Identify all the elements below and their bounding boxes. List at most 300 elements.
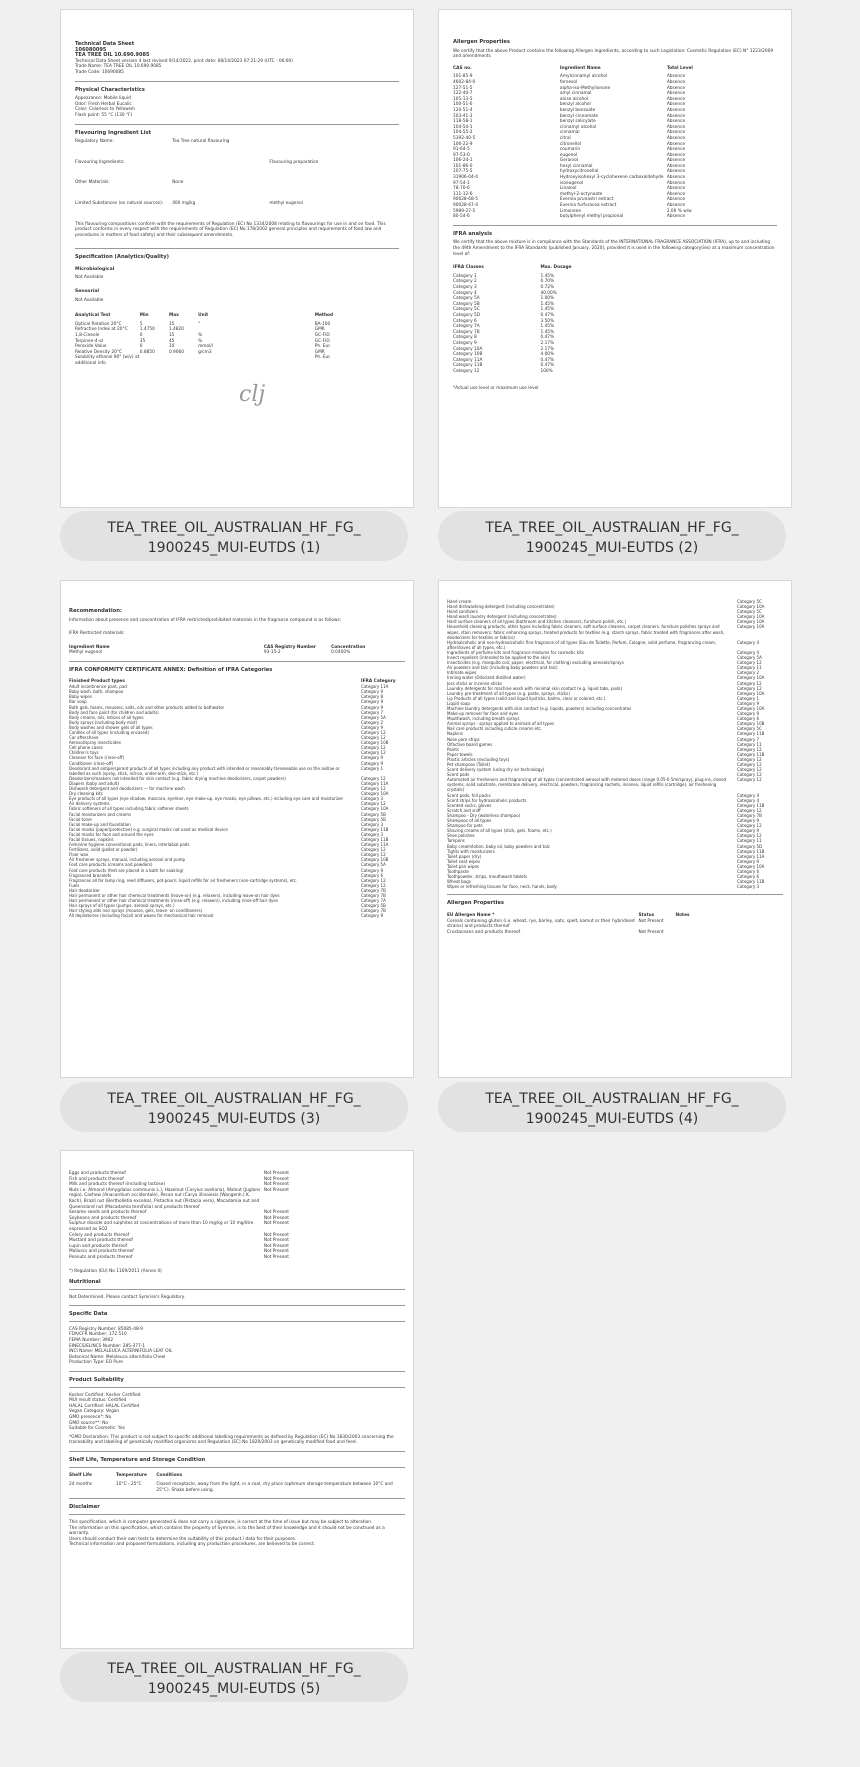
p1-phys-list: [75, 96, 399, 118]
col-product: Finished Product types: [69, 678, 125, 684]
table-cell: Unit: [198, 313, 209, 319]
table-cell: Category 10A: [453, 346, 483, 352]
table-cell: Category 12: [453, 368, 480, 374]
table-cell: Scented socks, gloves: [447, 802, 492, 808]
category-row: [69, 913, 405, 918]
table-cell: 107-75-5: [453, 169, 473, 175]
table-cell: 1.4820: [168, 327, 184, 333]
analytical-row: [75, 355, 399, 366]
table-cell: Absence: [666, 186, 686, 192]
table-cell: Joss sticks or incense sticks: [447, 680, 503, 686]
table-cell: 0.0400%: [331, 650, 351, 656]
table-cell: Hand dishwashing detergent (including concentrates): [447, 604, 555, 610]
table-cell: Insect repellent (intended to be applied to the skin): [447, 655, 551, 661]
table-cell: [198, 355, 315, 366]
table-cell: Category 7B: [361, 887, 386, 893]
table-cell: Category 10B: [361, 740, 389, 746]
table-cell: 122-40-7: [453, 91, 473, 97]
table-cell: Fragrances all for lamp ring, reed diffusers, pot-pourri, liquid refills for air fresheners (non-cartridge systems), etc.: [69, 877, 298, 883]
table-cell: Not Present: [263, 1254, 289, 1260]
table-cell: Category 2: [453, 279, 477, 285]
table-cell: 5989-27-5: [453, 208, 476, 214]
p2-footnote: *Actual use level or maximum use level: [453, 386, 539, 392]
document-page-4[interactable]: [438, 580, 792, 1078]
table-cell: Category 1: [361, 765, 384, 771]
table-cell: Fuels: [69, 882, 80, 888]
table-cell: 1.45%: [540, 324, 555, 330]
table-cell: 0.47%: [540, 357, 555, 363]
p2-head: Allergen Properties: [453, 39, 510, 45]
table-cell: Category 9: [361, 724, 384, 730]
table-cell: Shoe polishes: [447, 833, 475, 839]
table-cell: benzyl alcohol: [559, 102, 591, 108]
table-cell: Absence: [666, 203, 686, 209]
category-row: [69, 766, 405, 776]
table-cell: Animal sprays - sprays applied to animals of all types: [447, 721, 555, 727]
p1-flav-head: Flavouring Ingredient List: [75, 129, 152, 136]
table-cell: Absence: [666, 102, 686, 108]
p5-gmo-note: *GMO Declaration: This product is not subject to specific additional labelling requirements as defined by Regulation (EC) No 1830/2003 concerning the traceability and labelling of genetically modified organisms and Regulation (EC) No 1829/2003 on genetically modified food and feed.: [69, 1434, 394, 1446]
table-cell: citronellol: [559, 141, 582, 147]
p2-table-header: [453, 66, 777, 72]
flav-row: [75, 180, 399, 186]
table-cell: Not Present: [263, 1182, 289, 1188]
table-cell: Bath gels, foams, mousses, salts, oils and other products added to bathwater: [69, 704, 225, 710]
spec-line: INCI Name: MELALEUCA ALTERNIFOLIA LEAF OIL: [69, 1349, 173, 1355]
table-cell: Category 10A: [737, 619, 765, 625]
table-cell: Category 3: [361, 821, 384, 827]
table-cell: Hair sprays of all types (pumps, aerosol sprays, etc.): [69, 903, 175, 909]
table-cell: Category 12: [737, 777, 762, 783]
table-cell: Limonene: [559, 208, 582, 214]
table-cell: Fragranced bracelets: [69, 872, 112, 878]
table-cell: Category 11B: [737, 731, 765, 737]
table-cell: Toilet pan wipes: [447, 863, 479, 869]
table-cell: Category 12: [737, 756, 762, 762]
table-cell: 104-55-2: [453, 130, 473, 136]
disclaimer-line: This specification, which is computer generated & does not carry a signature, is correct at the time of issue but may be subject to alteration.: [69, 1519, 373, 1525]
table-cell: Evernia furfuracea extract: [559, 203, 617, 209]
table-cell: Machine laundry detergents with skin contact (e.g. liquids, powders) including concentrates: [447, 705, 632, 711]
table-cell: Absence: [666, 152, 686, 158]
table-cell: Bar soap: [69, 699, 87, 705]
document-page-5[interactable]: [60, 1150, 414, 1649]
table-cell: Absence: [666, 147, 686, 153]
table-cell: Category 10A: [361, 791, 389, 797]
table-cell: 15: [168, 333, 175, 339]
table-cell: Category 10B: [737, 721, 765, 727]
table-cell: Not Present: [263, 1187, 289, 1193]
table-cell: Hand cream: [447, 599, 472, 604]
table-cell: Category 7B: [361, 893, 386, 898]
table-cell: GC-FID: [314, 338, 330, 344]
p1-flav-list: [75, 139, 399, 206]
table-cell: Category 9: [361, 704, 384, 710]
table-cell: Absence: [666, 113, 686, 119]
table-cell: Category 4: [737, 797, 760, 803]
p3-ing-table: [69, 650, 405, 656]
p1-info: [75, 59, 399, 76]
table-cell: Scent delivery system (using dry air technology): [447, 767, 545, 773]
table-cell: Category 9: [737, 828, 760, 834]
table-cell: Absence: [666, 197, 686, 203]
table-cell: Category 5A: [453, 296, 480, 302]
table-cell: Category 4: [453, 290, 477, 296]
table-cell: Category 11A: [361, 780, 389, 786]
table-cell: Foot care products (feet are placed in a bath for soaking): [69, 867, 184, 873]
table-cell: Category 12: [737, 685, 762, 691]
table-cell: Category 11A: [361, 684, 389, 690]
table-cell: Shampoo - Dry (waterless shampoo): [447, 812, 521, 818]
table-cell: Toilet seat wipes: [447, 858, 481, 864]
p2-ifra-intro: We certify that the above mixture is in compliance with the Standards of the INTERNATIONAL FRAGRANCE ASSOCIATION (IFRA), up to and including the 49th Amendment to the IFRA Standards (published January, 2020), provided it is used in the following category(ies) at a maximum concentration level of:: [453, 240, 775, 257]
table-cell: Optical Rotation 20°C: [75, 321, 122, 327]
table-cell: Category 11A: [737, 853, 765, 859]
table-cell: Category 10A: [361, 806, 389, 812]
table-cell: Category 11B: [453, 363, 483, 369]
table-cell: Regulatory Name:: [75, 139, 114, 145]
table-cell: eugenol: [559, 152, 578, 158]
table-cell: Facial masks for face and around the eyes: [69, 831, 154, 837]
table-cell: Soybeans and products thereof: [69, 1215, 137, 1221]
table-cell: 0.47%: [540, 363, 555, 369]
table-cell: Eye products of all types (eye shadow, mascara, eyeliner, eye make-up, eye masks, eye pillows, etc.) including eye care and moisturizer: [69, 796, 344, 802]
table-cell: Analytical Test: [75, 313, 111, 319]
divider: [69, 1451, 405, 1452]
table-cell: Absence: [666, 191, 686, 197]
table-cell: Category 9: [361, 755, 384, 761]
table-cell: Hair permanent or other hair chemical treatments (leave-on) (e.g. relaxers), including leave-on hair dyes: [69, 893, 280, 898]
table-cell: [140, 355, 169, 366]
table-cell: Hard surface cleaners of all types (bathroom and kitchen cleansers, furniture polish, etc.): [447, 619, 627, 625]
col-ingredient: Ingredient Name: [559, 65, 601, 71]
table-cell: Fish and products thereof: [69, 1176, 124, 1182]
table-cell: Mustard and products thereof: [69, 1238, 133, 1244]
table-cell: Category 12: [361, 852, 386, 858]
table-cell: Relative Density 20°C: [75, 349, 123, 355]
table-cell: Floor wax: [69, 852, 89, 858]
table-cell: Category 5D: [453, 312, 481, 318]
table-cell: Category 5C: [453, 307, 480, 313]
col-cas: CAS Registry Number: [263, 644, 316, 650]
table-cell: Category 4: [737, 792, 760, 798]
table-cell: Body and face paint (for children and adults): [69, 709, 159, 715]
table-cell: Nuts i.e. Almond (Amygdalus communis L.), Hazelnut (Corylus avellana), Walnut (Juglans regia), Cashew (Anacardium occidentale), Pecan nut (Carya illinoiesis (Wangenh.) K. Koch), Brazil nut (Bertholletia excelsa), Pistachio nut (Pistacia vera), Macadamia nut and Queensland nut (Macadamia ternifolia) and products thereof: [69, 1187, 261, 1210]
table-cell: Not Present: [263, 1232, 289, 1238]
table-cell: Hair permanent or other hair chemical treatments (rinse-off) (e.g. relaxers), including rinse-off hair dyes: [69, 898, 278, 904]
table-cell: benzyl salicylate: [559, 119, 596, 125]
p5-shelf-head: Shelf Life, Temperature and Storage Condition: [69, 1456, 206, 1463]
p1-analytical-table: [75, 313, 399, 366]
p5-suit-list: [69, 1393, 405, 1432]
table-cell: Category 11B: [737, 802, 765, 808]
p1-phys-head: Physical Characteristics: [75, 86, 145, 93]
table-cell: Not Present: [263, 1249, 289, 1255]
table-cell: Category 12: [361, 786, 386, 792]
table-cell: Body creams, oils, lotions of all types: [69, 714, 144, 720]
table-cell: Absence: [666, 79, 686, 85]
p4-category-table: [447, 599, 783, 889]
table-cell: 4.00%: [540, 352, 555, 358]
p5-nutr-text: Not Determined. Please contact Symrise's Regulatory.: [69, 1294, 186, 1300]
table-cell: Category 4: [737, 639, 760, 645]
table-cell: Not Present: [263, 1243, 289, 1249]
table-cell: Scent pods, foil packs: [447, 792, 491, 798]
table-cell: Evernia prunastri extract: [559, 197, 614, 203]
card-1-caption[interactable]: TEA_TREE_OIL_AUSTRALIAN_HF_FG_ 1900245_MUI-EUTDS (1): [60, 511, 408, 561]
table-cell: Hair deodorizer: [69, 887, 100, 893]
disclaimer-line: Technical information and proposed formulations, including any production procedures, are believed to be correct.: [69, 1542, 316, 1548]
table-cell: Category 1: [453, 273, 477, 279]
table-cell: Category 11A: [453, 357, 483, 363]
table-cell: Ph. Eur.: [314, 355, 331, 361]
suit-line: MUI result status: Certified: [69, 1398, 127, 1404]
table-cell: Absence: [666, 85, 686, 91]
card-2-caption[interactable]: TEA_TREE_OIL_AUSTRALIAN_HF_FG_ 1900245_MUI-EUTDS (2): [438, 511, 786, 561]
table-cell: Not Present: [263, 1176, 289, 1182]
divider: [75, 124, 399, 125]
divider: [69, 661, 405, 662]
table-cell: [675, 930, 783, 936]
spec-line: FEMA Number: 3902: [69, 1338, 114, 1344]
table-cell: Category 12: [737, 823, 762, 829]
table-cell: Category 6: [361, 872, 384, 878]
table-cell: Category 9: [361, 689, 384, 695]
table-cell: Tea Tree natural flavouring: [172, 139, 230, 145]
col-level: Total Level: [666, 65, 693, 71]
info-line: Trade Name: TEA TREE OIL 10.690.9085: [75, 64, 162, 70]
table-cell: Dishwash detergent and deodorizers — for machine wash: [69, 786, 185, 792]
table-cell: Category 7: [737, 736, 760, 742]
table-cell: 1.4750: [139, 327, 155, 333]
table-cell: Not Present: [638, 929, 664, 935]
table-cell: Toilet paper (dry): [447, 853, 482, 859]
flav-row: [75, 160, 399, 166]
table-cell: Category 12: [737, 807, 762, 813]
table-cell: Facial tissues, napkins: [69, 836, 114, 842]
table-cell: Absence: [666, 141, 686, 147]
table-cell: GC-FID: [314, 333, 330, 339]
table-cell: Category 11B: [361, 836, 389, 842]
p4-allergen-head: Allergen Properties: [447, 900, 504, 907]
table-cell: Category 12: [361, 877, 386, 883]
table-cell: Max: [168, 313, 179, 319]
table-cell: Category 5C: [737, 599, 762, 604]
table-cell: 2.00 % w/w: [666, 208, 692, 214]
allergen-row: [69, 1188, 405, 1210]
table-cell: Toothpowder, strips, mouthwash tablets: [447, 874, 528, 880]
table-cell: Foot care products (creams and powders): [69, 862, 153, 868]
table-cell: Category 12: [737, 680, 762, 686]
table-cell: Liquid soap: [447, 700, 470, 706]
table-cell: Category 5C: [737, 609, 762, 615]
table-cell: Sulphur dioxide and sulphites at concentrations of more than 10 mg/kg or 10 mg/litre expressed as SO2: [69, 1221, 254, 1232]
divider: [69, 1514, 405, 1515]
table-cell: Category 11B: [737, 848, 765, 854]
table-cell: Fabric softeners of all types including fabric softener sheets: [69, 806, 189, 812]
table-cell: Category 2: [737, 670, 760, 676]
table-cell: Napkins: [447, 731, 464, 737]
table-cell: butylphenyl methyl propional: [559, 214, 624, 220]
table-cell: Category 3: [453, 284, 477, 290]
table-cell: Insecticides (e.g. mosquito coil, paper, electrical, for clothing) excluding aerosols/sprays: [447, 660, 624, 666]
table-cell: benzyl benzoate: [559, 107, 596, 113]
table-cell: Category 7B: [361, 908, 386, 914]
p3-restricted: IFRA Restricted materials:: [69, 631, 125, 637]
table-cell: Feminine hygiene conventional pads, liners, interlabial pads: [69, 842, 190, 848]
table-cell: 2.17%: [540, 340, 555, 346]
table-cell: Category 5B: [361, 811, 386, 817]
flav-row: [75, 139, 399, 145]
category-row: [447, 624, 783, 639]
table-cell: Category 8: [453, 335, 477, 341]
col-cas: CAS no.: [453, 65, 472, 71]
table-cell: Tampons: [447, 838, 465, 844]
table-cell: Category 12: [737, 762, 762, 767]
table-cell: Ph. Eur.: [314, 344, 331, 350]
table-cell: 45: [168, 338, 175, 344]
p1-sens-head: Sensorial: [75, 289, 100, 295]
table-cell: Scratch and sniff: [447, 807, 481, 813]
table-cell: Category 12: [361, 882, 386, 888]
col-notes: Notes: [675, 912, 690, 918]
table-cell: Flavouring Ingredients:: [75, 159, 125, 165]
table-cell: Category 5B: [453, 301, 480, 307]
category-row: [447, 777, 783, 792]
table-cell: Automated air fresheners and fragrancing of all types (concentrated aerosol with metered doses (range 0.05-0.5ml/spray), plug-ins, closed systems, solid substrate, membrane delivery, electrical, powders, fragrancing sachets, incense, liquid refills (cartridge), air freshening crystals): [447, 777, 727, 793]
table-cell: 101-85-9: [453, 74, 473, 80]
table-cell: Category 10B: [453, 352, 483, 358]
table-cell: Category 11: [737, 665, 762, 671]
divider: [75, 81, 399, 82]
table-cell: Absence: [666, 96, 686, 102]
table-cell: Category 11B: [737, 751, 765, 757]
p1-spec-head: Specification (Analytics/Quality): [75, 254, 170, 261]
disclaimer-line: The information on this specification, which contains the property of Symrise, is to the best of their knowledge and it should not be construed as a warranty.: [69, 1525, 385, 1537]
divider: [75, 248, 399, 249]
table-cell: Not Present: [263, 1210, 289, 1216]
p2-ifra-head: IFRA analysis: [453, 230, 493, 237]
table-cell: 78-70-6: [453, 186, 470, 192]
table-cell: Aerosol/spray insecticides: [69, 740, 121, 746]
table-cell: Category 6: [737, 868, 760, 874]
table-cell: Category 5A: [737, 655, 762, 661]
table-cell: Diapers (baby and adult): [69, 780, 119, 786]
shelf-life-value: 24 months: [69, 1482, 93, 1488]
p3-category-table: [69, 684, 405, 918]
table-cell: methyl-2-octynoate: [559, 191, 603, 197]
phys-line: Color: Colorless to Yellowish: [75, 107, 135, 113]
card-5-caption[interactable]: TEA_TREE_OIL_AUSTRALIAN_HF_FG_ 1900245_MUI-EUTDS (5): [60, 1652, 408, 1702]
table-cell: Hair styling aids non sprays (mousse, gels, leave- on conditioners): [69, 908, 203, 914]
table-cell: 1.45%: [540, 329, 555, 335]
table-cell: Not Present: [263, 1171, 289, 1176]
table-cell: All depilatories (including facial) and waxes for mechanical hair removal: [69, 913, 214, 919]
p5-suit-head: Product Suitability: [69, 1377, 124, 1384]
table-cell: Body washes and shower gels of all types: [69, 724, 153, 730]
table-cell: farnesol: [559, 79, 578, 85]
col-conditions: Conditions: [156, 1472, 183, 1478]
table-cell: Linalool: [559, 186, 577, 192]
table-cell: Absence: [666, 175, 686, 181]
table-cell: Category 11: [737, 741, 762, 747]
document-page-1[interactable]: [60, 9, 414, 508]
divider: [69, 1467, 405, 1468]
table-cell: Category 7: [361, 709, 384, 715]
table-cell: citral: [559, 135, 571, 141]
col-status: Status: [638, 912, 655, 918]
table-cell: Air powders and talc (including baby powders and talc): [447, 665, 558, 671]
phys-line: Flash point: 55 °C (130 °F): [75, 112, 133, 118]
table-cell: Nail care products including cuticle creams etc.: [447, 726, 542, 732]
table-cell: 1,8-Cineole: [75, 333, 100, 339]
table-cell: Hydroalcoholic and non-hydroalcoholic fine fragrance of all types (Eau de Toilette, Parfum, Cologne, solid perfume, fragrancing cream, aftershaves of all types, etc.): [447, 639, 717, 650]
table-cell: Absence: [666, 135, 686, 141]
table-cell: %: [198, 338, 203, 344]
p1-code: 106080095: [75, 46, 107, 53]
card-4-caption[interactable]: TEA_TREE_OIL_AUSTRALIAN_HF_FG_ 1900245_MUI-EUTDS (4): [438, 1082, 786, 1132]
allergen-row: [447, 930, 783, 936]
table-cell: Category 9: [737, 700, 760, 706]
table-cell: 100-51-6: [453, 102, 473, 108]
table-cell: 118-58-1: [453, 119, 473, 125]
p1-title: Technical Data Sheet: [75, 41, 135, 47]
info-line: Trade Code: 10690085: [75, 69, 124, 75]
table-cell: 0: [139, 333, 143, 339]
table-cell: Category 3: [737, 884, 760, 890]
table-cell: 106-22-9: [453, 141, 473, 147]
table-cell: Baby wash, bath, shampoo: [69, 689, 124, 695]
card-3-caption[interactable]: TEA_TREE_OIL_AUSTRALIAN_HF_FG_ 1900245_MUI-EUTDS (3): [60, 1082, 408, 1132]
table-cell: Category 10A: [737, 604, 765, 610]
table-cell: mmol/l: [198, 344, 213, 350]
table-cell: Category 10A: [737, 614, 765, 620]
table-cell: Absence: [666, 119, 686, 125]
document-page-3[interactable]: [60, 580, 414, 1078]
p2-ifra-header: [453, 265, 777, 271]
table-cell: Min: [139, 313, 149, 319]
table-cell: Milk and products thereof (including lactose): [69, 1182, 166, 1188]
table-cell: 93-15-2: [263, 650, 281, 656]
table-cell: Absence: [666, 158, 686, 164]
table-cell: 106-24-1: [453, 158, 473, 164]
p2-intro: We certify that the above Product contains the following Allergen Ingredients, according to such Legislation: Cosmetic Regulation (EC) N° 1223/2009 and amendments: [453, 48, 774, 60]
table-cell: 105-13-5: [453, 96, 473, 102]
table-cell: Absence: [666, 169, 686, 175]
table-cell: Peroxide Value: [75, 344, 107, 350]
table-cell: Not Present: [263, 1215, 289, 1221]
table-cell: amyl cinnamal: [559, 91, 592, 97]
document-page-2[interactable]: [438, 9, 792, 508]
table-cell: 1.45%: [540, 307, 555, 313]
table-cell: 120-51-4: [453, 107, 473, 113]
spec-line: EINECS/ELINCS Number: 285-377-1: [69, 1343, 146, 1349]
suit-line: Vegan Category: Vegan: [69, 1409, 120, 1415]
table-cell: Category 9: [361, 867, 384, 873]
table-cell: Limited Substances (on natural sources):: [75, 200, 164, 206]
table-cell: [675, 919, 783, 930]
table-cell: Category 10A: [737, 863, 765, 869]
table-cell: Fertilizers, solid (pellet or powder): [69, 847, 138, 853]
table-cell: Candles of all types (including encased): [69, 730, 149, 735]
table-cell: BA-100: [314, 321, 331, 327]
table-cell: 0.70%: [540, 279, 555, 285]
table-cell: 0.72%: [540, 284, 555, 290]
table-cell: Absence: [666, 74, 686, 80]
table-cell: Category 10A: [737, 690, 765, 696]
p5-spec-head: Specific Data: [69, 1311, 108, 1318]
table-cell: Not Present: [263, 1221, 289, 1227]
